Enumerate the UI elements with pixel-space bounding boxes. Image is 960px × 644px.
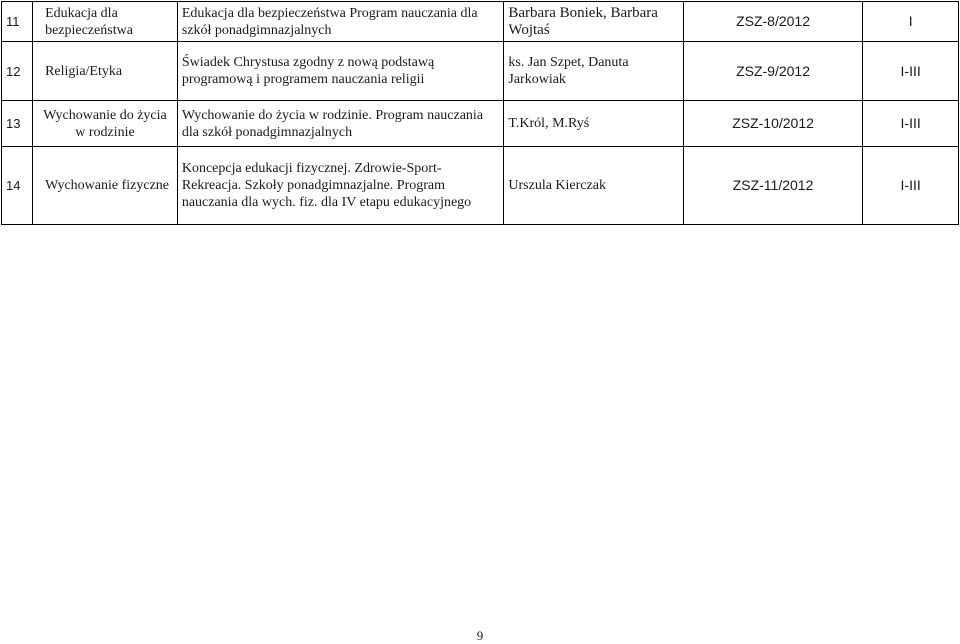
classes-cell: I-III (863, 42, 959, 101)
program-code-cell: ZSZ-9/2012 (683, 42, 862, 101)
program-cell: Świadek Chrystusa zgodny z nową podstawą programową i programem nauczania religii (177, 42, 504, 101)
table-row (2, 101, 959, 147)
authors-cell: Barbara Boniek, Barbara Wojtaś (504, 2, 683, 42)
program-cell: Edukacja dla bezpieczeństwa Program nauczania dla szkół ponadgimnazjalnych (177, 2, 504, 42)
subject-cell: Edukacja dla bezpieczeństwa (33, 2, 178, 42)
row-number: 13 (2, 101, 33, 147)
program-cell: Wychowanie do życia w rodzinie. Program nauczania dla szkół ponadgimnazjalnych (177, 101, 504, 147)
classes-cell: I-III (863, 101, 959, 147)
row-number: 11 (2, 2, 33, 42)
classes-cell: I-III (863, 147, 959, 225)
page-number: 9 (476, 628, 484, 643)
subject-cell: Wychowanie do życia w rodzinie (33, 101, 178, 147)
program-code-cell: ZSZ-8/2012 (683, 2, 862, 42)
program-code-cell: ZSZ-10/2012 (683, 101, 862, 147)
table-row (2, 42, 959, 101)
row-number: 12 (2, 42, 33, 101)
table-row (2, 147, 959, 225)
row-number: 14 (2, 147, 33, 225)
table-row (2, 2, 959, 42)
authors-cell: T.Król, M.Ryś (504, 101, 683, 147)
program-code-cell: ZSZ-11/2012 (683, 147, 862, 225)
program-cell: Koncepcja edukacji fizycznej. Zdrowie-Sport-Rekreacja. Szkoły ponadgimnazjalne. Program nauczania dla wych. fiz. dla IV etapu edukacyjnego (177, 147, 504, 225)
authors-cell: Urszula Kierczak (504, 147, 683, 225)
curriculum-table (1, 1, 959, 225)
subject-cell: Wychowanie fizyczne (33, 147, 178, 225)
authors-cell: ks. Jan Szpet, Danuta Jarkowiak (504, 42, 683, 101)
classes-cell: I (863, 2, 959, 42)
subject-cell: Religia/Etyka (33, 42, 178, 101)
